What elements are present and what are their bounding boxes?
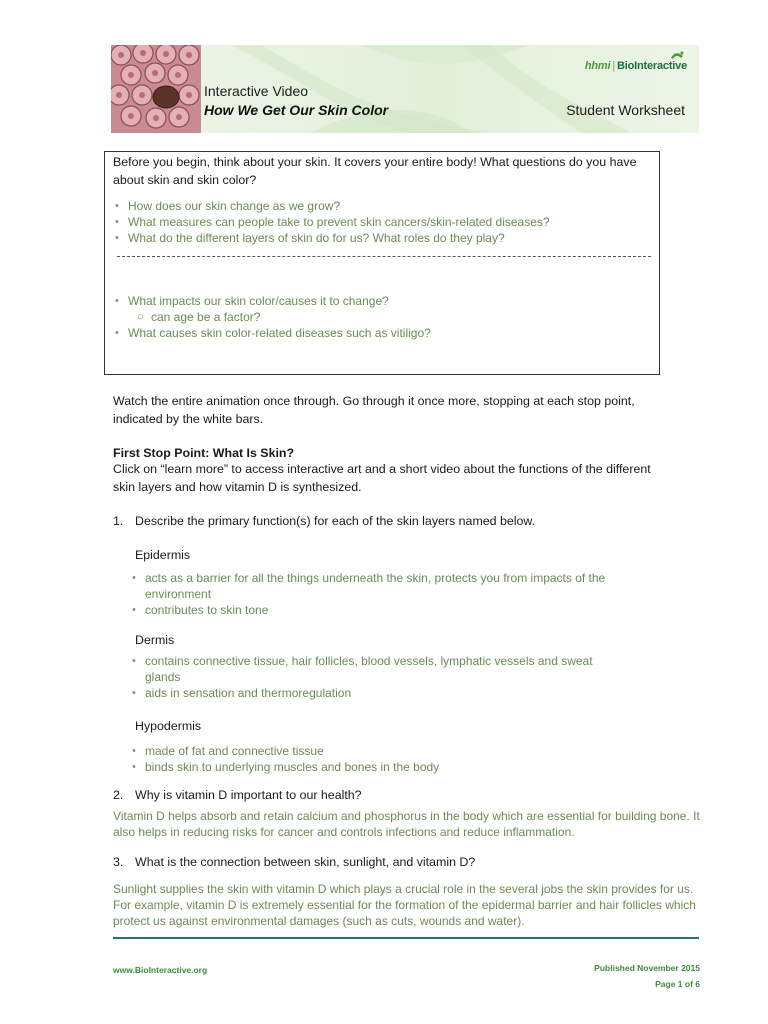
question-3-answer: Sunlight supplies the skin with vitamin D which plays a crucial role in the several jobs the skin provides for us. For example, vitamin D is extremely essential for the formation of the epidermal barrier and hair follicles which protect us against environmental damages (such as cuts, wounds and water). <box>113 882 696 928</box>
footer-page-number: Page 1 of 6 <box>655 979 700 989</box>
bullet-icon: • <box>132 687 136 699</box>
bullet-icon: • <box>115 232 119 244</box>
header-title: How We Get Our Skin Color <box>204 102 389 118</box>
logo-biointeractive: BioInteractive <box>617 60 687 72</box>
bullet-icon: • <box>132 572 136 584</box>
box-questions-bottom <box>113 293 653 341</box>
epidermis-answers <box>130 570 630 618</box>
sub-bullet-icon: ○ <box>137 311 144 323</box>
skin-cells-image <box>111 45 201 133</box>
dermis-answers <box>130 653 630 701</box>
list-item: • contributes to skin tone <box>132 603 269 617</box>
list-item: • What do the different layers of skin do for us? What roles do they play? <box>115 231 505 245</box>
bullet-icon: • <box>132 761 136 773</box>
footer-rule <box>113 937 699 939</box>
question-3-number: 3. <box>113 855 124 869</box>
epidermis-label: Epidermis <box>135 548 191 562</box>
bullet-icon: • <box>115 216 119 228</box>
list-item: • What causes skin color-related diseases such as vitiligo? <box>115 326 431 340</box>
hypodermis-answers <box>130 743 630 775</box>
bullet-icon: • <box>132 604 136 616</box>
bullet-icon: • <box>115 327 119 339</box>
question-1-number: 1. <box>113 514 124 528</box>
list-item: • aids in sensation and thermoregulation <box>132 686 352 700</box>
box-prompt: Before you begin, think about your skin. It covers your entire body! What questions do you have about skin and skin color? <box>113 155 637 187</box>
question-1-text: Describe the primary function(s) for each of the skin layers named below. <box>135 514 536 528</box>
header-line1: Interactive Video <box>204 83 309 99</box>
question-2-number: 2. <box>113 788 124 802</box>
list-item: • binds skin to underlying muscles and bones in the body <box>132 760 440 774</box>
footer-info <box>594 960 700 992</box>
list-item: • acts as a barrier for all the things underneath the skin, protects you from impacts of the environment <box>132 571 606 601</box>
dermis-label: Dermis <box>135 633 175 647</box>
intro-paragraph: Watch the entire animation once through. Go through it once more, stopping at each stop point, indicated by the white bars. <box>113 394 635 426</box>
footer-published: Published November 2015 <box>594 963 700 973</box>
header-worksheet-label: Student Worksheet <box>566 102 685 118</box>
biointeractive-logo <box>585 60 687 72</box>
footer-website-link[interactable]: www.BioInteractive.org <box>113 965 208 975</box>
list-item: • contains connective tissue, hair follicles, blood vessels, lymphatic vessels and sweat glands <box>132 654 593 684</box>
list-item: • What measures can people take to prevent skin cancers/skin-related diseases? <box>115 215 550 229</box>
header-banner <box>111 45 699 133</box>
bullet-icon: • <box>132 745 136 757</box>
first-stop-heading: First Stop Point: What Is Skin? <box>113 446 295 460</box>
question-3-text: What is the connection between skin, sunlight, and vitamin D? <box>135 855 476 869</box>
list-item: • How does our skin change as we grow? <box>115 199 341 213</box>
bullet-icon: • <box>132 655 136 667</box>
bullet-icon: • <box>115 295 119 307</box>
question-2-text: Why is vitamin D important to our health? <box>135 788 362 802</box>
list-item: • What impacts our skin color/causes it to change? <box>115 294 389 308</box>
logo-separator: | <box>612 60 616 72</box>
hypodermis-label: Hypodermis <box>135 719 202 733</box>
list-item: • made of fat and connective tissue <box>132 744 324 758</box>
pre-questions-box <box>104 151 660 375</box>
box-questions-top <box>113 198 653 246</box>
list-item: ○ can age be a factor? <box>137 310 261 324</box>
question-2-answer: Vitamin D helps absorb and retain calcium and phosphorus in the body which are essential for building bone. It also helps in reducing risks for cancer and controls infections and reduce inflammation. <box>113 809 700 839</box>
first-stop-text: Click on “learn more” to access interactive art and a short video about the functions of the different skin layers and how vitamin D is synthesized. <box>113 462 651 494</box>
logo-hhmi: hhmi <box>584 60 611 72</box>
dashed-divider <box>117 256 651 257</box>
bullet-icon: • <box>115 200 119 212</box>
